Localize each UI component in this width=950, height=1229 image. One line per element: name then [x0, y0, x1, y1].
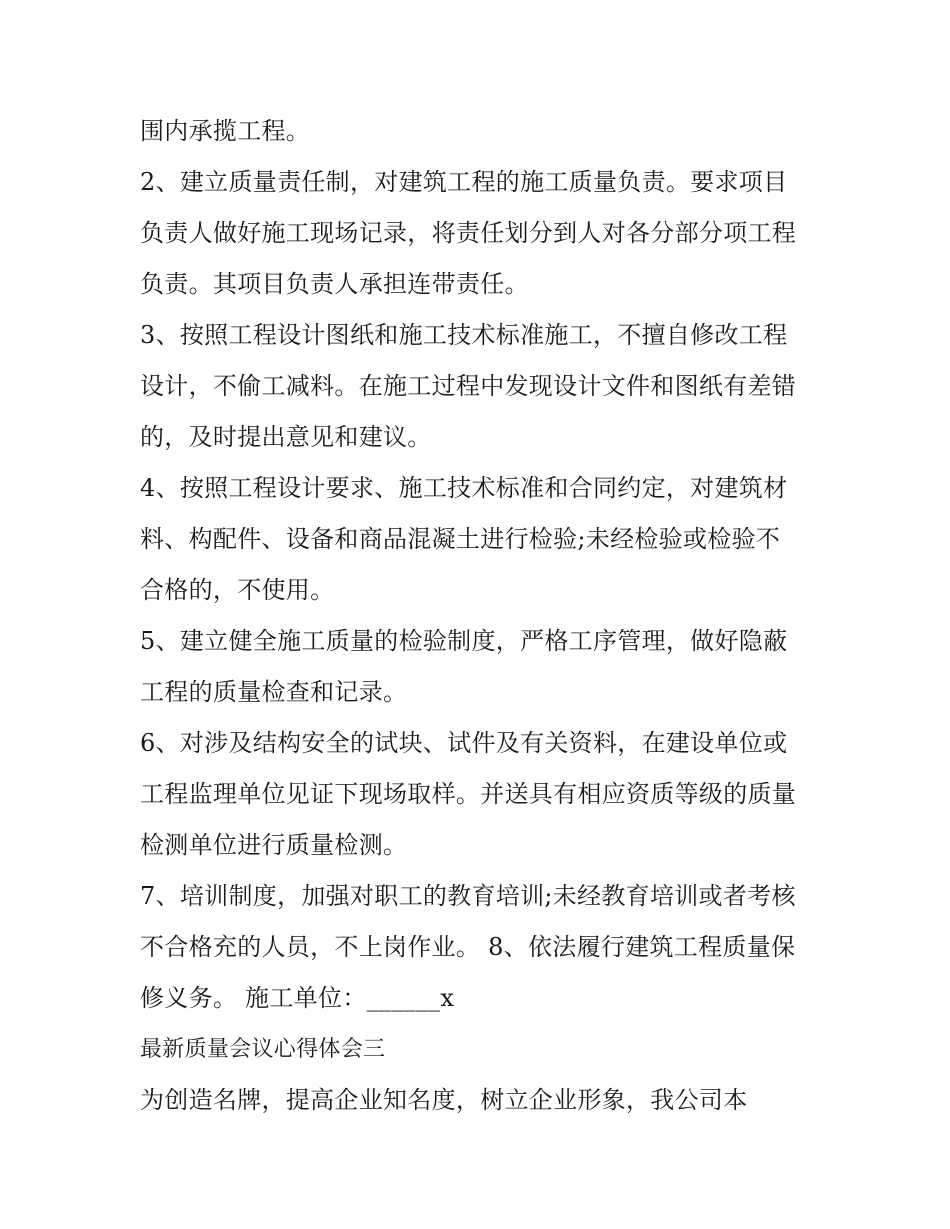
text-line: 2、建立质量责任制，对建筑工程的施工质量负责。要求项目 [140, 168, 788, 196]
text-line: 3、按照工程设计图纸和施工技术标准施工，不擅自修改工程 [140, 321, 788, 349]
text-line: 修义务。 施工单位：______x [140, 984, 455, 1012]
text-line: 负责。其项目负责人承担连带责任。 [140, 270, 529, 298]
text-line: 设计，不偷工减料。在施工过程中发现设计文件和图纸有差错 [140, 372, 797, 400]
text-line: 工程监理单位见证下现场取样。并送具有相应资质等级的质量 [140, 780, 797, 808]
text-line: 4、按照工程设计要求、施工技术标准和合同约定，对建筑材 [140, 474, 788, 502]
text-line: 7、培训制度，加强对职工的教育培训;未经教育培训或者考核 [140, 882, 796, 910]
text-line: 料、构配件、设备和商品混凝土进行检验;未经检验或检验不 [140, 525, 781, 553]
text-line: 负责人做好施工现场记录，将责任划分到人对各分部分项工程 [140, 219, 797, 247]
section-heading: 最新质量会议心得体会三 [140, 1037, 386, 1062]
text-line: 的，及时提出意见和建议。 [140, 423, 432, 451]
text-line: 6、对涉及结构安全的试块、试件及有关资料，在建设单位或 [140, 729, 788, 757]
text-line: 5、建立健全施工质量的检验制度，严格工序管理，做好隐蔽 [140, 627, 788, 655]
text-line: 围内承揽工程。 [140, 117, 311, 145]
text-line: 为创造名牌，提高企业知名度，树立企业形象，我公司本 [140, 1086, 748, 1114]
document-body [140, 106, 830, 1126]
text-line: 合格的，不使用。 [140, 576, 335, 604]
text-line: 工程的质量检查和记录。 [140, 678, 408, 706]
text-line: 不合格充的人员，不上岗作业。 8、依法履行建筑工程质量保 [140, 933, 796, 961]
text-line: 检测单位进行质量检测。 [140, 831, 408, 859]
